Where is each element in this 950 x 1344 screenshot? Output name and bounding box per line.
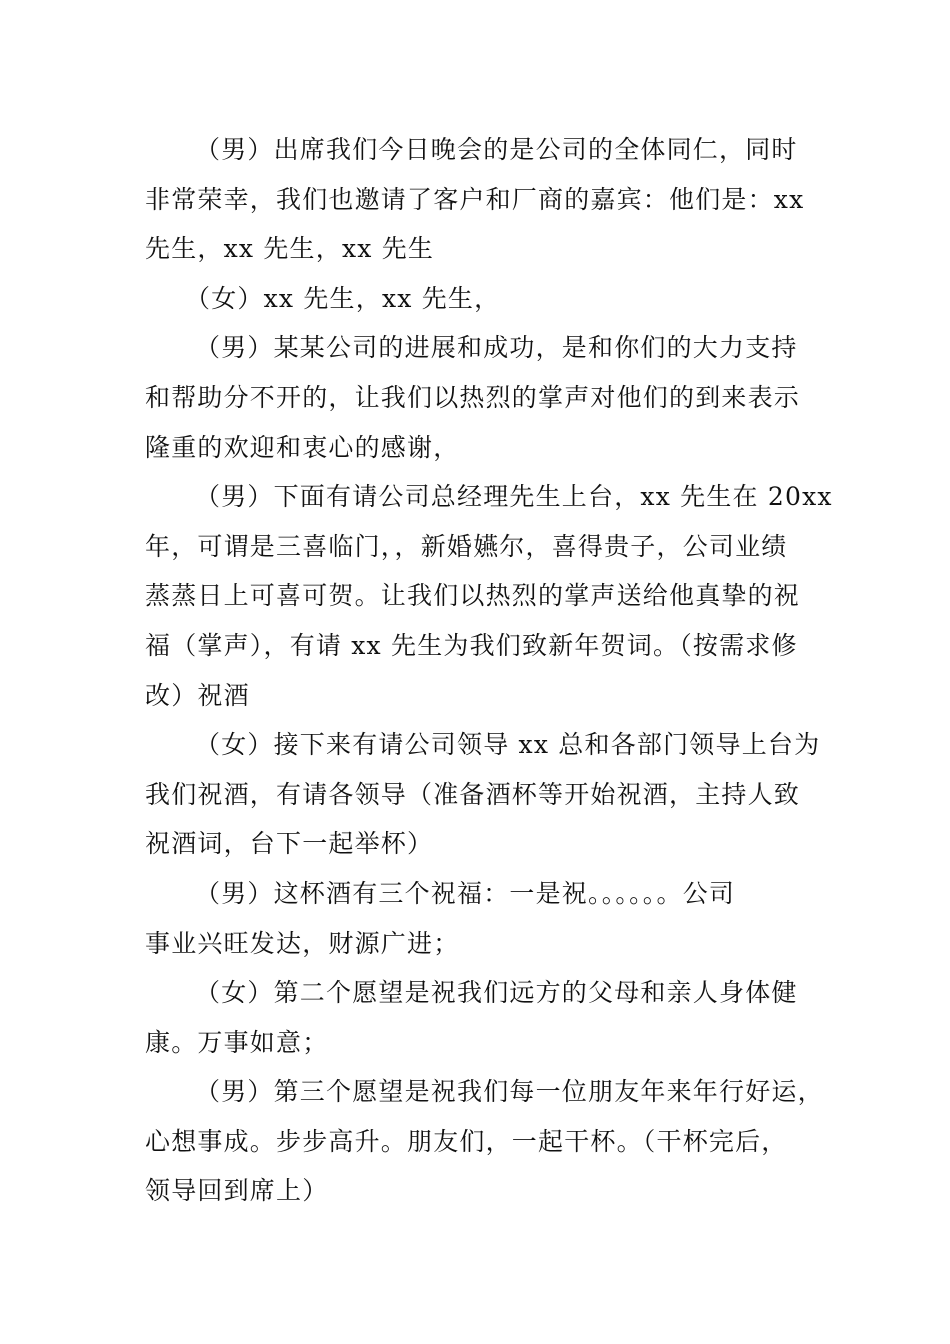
- text-line: 先生，xx 先生，xx 先生: [145, 234, 435, 264]
- text-line: 福（掌声），有请 xx 先生为我们致新年贺词。（按需求修: [145, 630, 798, 660]
- text-line: 非常荣幸，我们也邀请了客户和厂商的嘉宾：他们是：xx: [145, 184, 805, 214]
- paragraph-8: [145, 1067, 824, 1216]
- text-line: 事业兴旺发达，财源广进；: [145, 928, 460, 958]
- text-line: （男）出席我们今日晚会的是公司的全体同仁，同时: [195, 135, 798, 164]
- text-line: （男）下面有请公司总经理先生上台，xx 先生在 20xx: [195, 482, 833, 512]
- text-line: 康。万事如意；: [145, 1027, 329, 1057]
- text-line: （男）第三个愿望是祝我们每一位朋友年来年行好运，: [195, 1077, 824, 1107]
- text-line: （男）某某公司的进展和成功，是和你们的大力支持: [195, 333, 798, 363]
- paragraph-1: [145, 125, 813, 274]
- text-line: 心想事成。步步高升。朋友们，一起干杯。（干杯完后，: [145, 1126, 788, 1156]
- text-line: 隆重的欢迎和衷心的感谢，: [145, 432, 460, 462]
- paragraph-7: [145, 968, 813, 1067]
- text-line: 祝酒词，台下一起举杯）: [145, 829, 434, 859]
- text-line: 领导回到席上）: [145, 1176, 329, 1206]
- text-line: （男）这杯酒有三个祝福：一是祝。。。。。。公司: [195, 878, 736, 908]
- text-line: 和帮助分不开的，让我们以热烈的掌声对他们的到来表示: [145, 382, 801, 412]
- paragraph-3: [145, 323, 813, 472]
- paragraph-4: [145, 472, 833, 720]
- text-line: （女）xx 先生，xx 先生，: [185, 283, 501, 313]
- paragraph-5: [145, 720, 821, 869]
- text-line: 我们祝酒，有请各领导（准备酒杯等开始祝酒，主持人致: [145, 779, 801, 809]
- text-line: （女）第二个愿望是祝我们远方的父母和亲人身体健: [195, 978, 798, 1008]
- document-body: [145, 125, 833, 1216]
- text-line: （女）接下来有请公司领导 xx 总和各部门领导上台为: [195, 730, 821, 760]
- paragraph-6: [145, 869, 813, 968]
- text-line: 蒸蒸日上可喜可贺。让我们以热烈的掌声送给他真挚的祝: [145, 581, 801, 611]
- paragraph-2: [145, 274, 813, 324]
- text-line: 年，可谓是三喜临门，，新婚嬿尔，喜得贵子，公司业绩: [145, 531, 788, 561]
- text-line: 改）祝酒: [145, 680, 250, 710]
